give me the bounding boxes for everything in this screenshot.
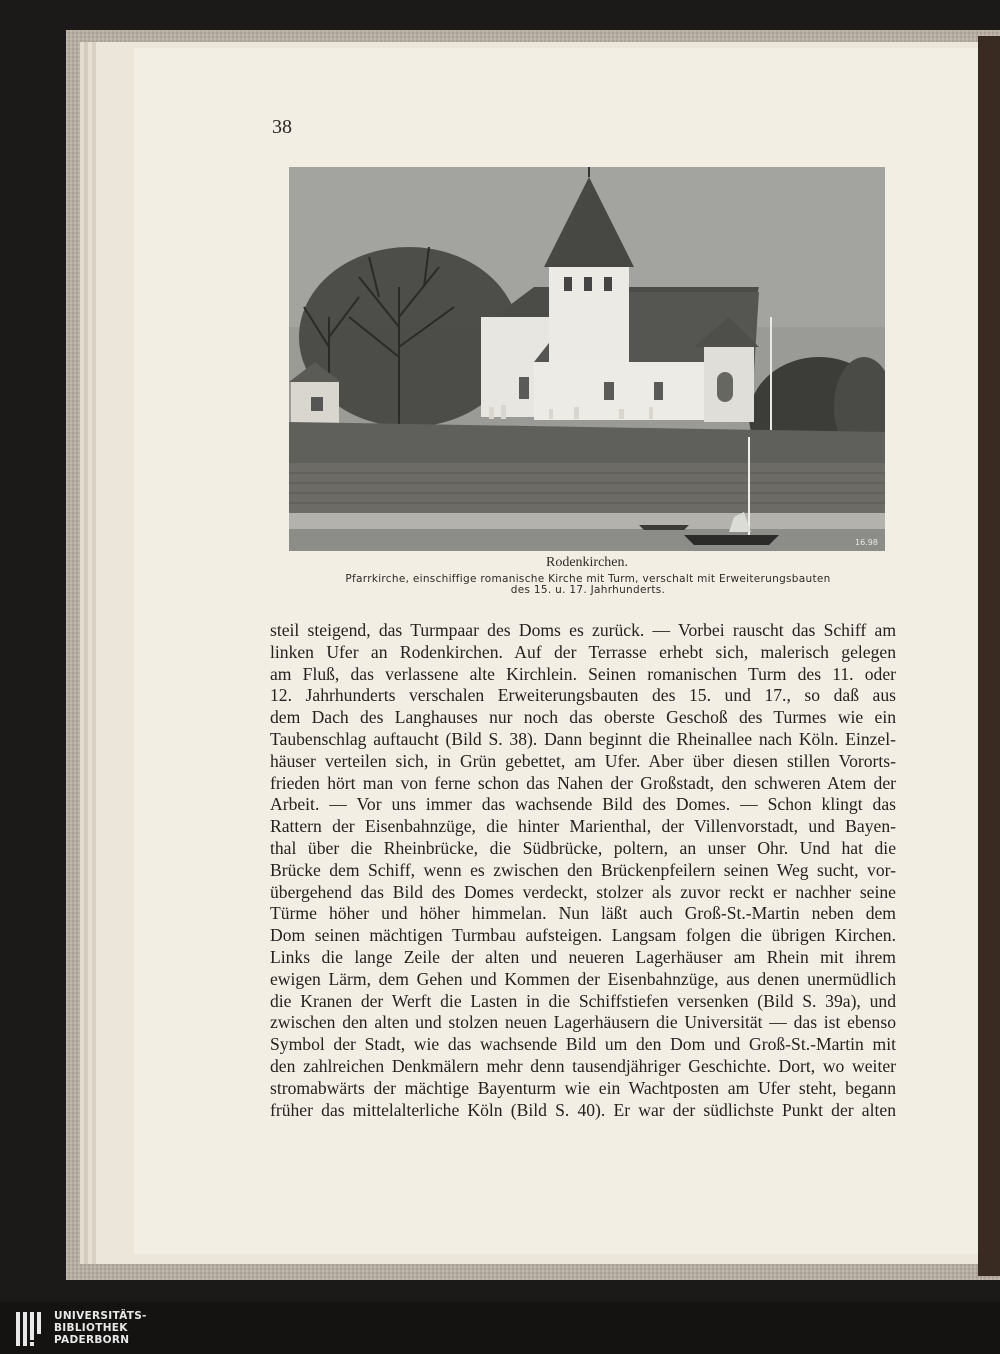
text-line: 12. Jahrhunderts verschalen Erweiterungsbauten des 15. und 17., so daß aus [270, 685, 896, 706]
text-line: stromabwärts der mächtige Bayenturm wie ein Wachtposten am Ufer steht, begann [270, 1077, 896, 1098]
body-text [270, 620, 896, 1121]
library-name [54, 1310, 147, 1346]
text-line: Türme höher und höher himmelan. Nun läßt auch Groß-St.-Martin neben dem [270, 903, 896, 924]
text-line: frieden hört man von ferne schon das Nahen der Großstadt, den schweren Atem der [270, 772, 896, 793]
photo-signature: 16.98 [855, 538, 878, 547]
figure-title: Rodenkirchen. [545, 555, 629, 570]
text-line: früher das mittelalterliche Köln (Bild S. 40). Er war der südlichste Punkt der alten [270, 1099, 896, 1120]
facing-page-edge [978, 36, 1000, 1276]
text-line: Dom seinen mächtigen Turmbau aufsteigen. Langsam folgen die übrigen Kirchen. [270, 925, 896, 946]
church-photograph [289, 167, 885, 551]
text-line: Arbeit. — Vor uns immer das wachsende Bild des Domes. — Schon klingt das [270, 794, 896, 815]
text-line: ewigen Lärm, dem Gehen und Kommen der Eisenbahnzüge, aus denen unermüdlich [270, 968, 896, 989]
figure-caption-line: des 15. u. 17. Jahrhunderts. [510, 584, 666, 596]
text-line: häuser verteilen sich, in Grün gebettet, am Ufer. Aber über diesen stillen Vororts- [270, 750, 896, 771]
text-line: dem Dach des Langhauses nur noch das oberste Geschoß des Turmes wie ein [270, 707, 896, 728]
text-line: thal über die Rheinbrücke, die Südbrücke, poltern, an unser Ohr. Und hat die [270, 837, 896, 858]
library-name-line: BIBLIOTHEK [54, 1322, 128, 1334]
text-line: die Kranen der Werft die Lasten in die Schiffstiefen versenken (Bild S. 39a), und [270, 990, 896, 1011]
library-name-line: UNIVERSITÄTS- [54, 1310, 147, 1322]
text-line: linken Ufer an Rodenkirchen. Auf der Terrasse erhebt sich, malerisch gelegen [270, 641, 896, 662]
text-line: Taubenschlag auftaucht (Bild S. 38). Dann beginnt die Rheinallee nach Köln. Einzel- [270, 728, 896, 749]
text-line: Brücke dem Schiff, wenn es zwischen den Brückenpfeilern seinen Weg sucht, vor- [270, 859, 896, 880]
text-line: am Fluß, das verlassene alte Kirchlein. Seinen romanischen Turm des 11. oder [270, 663, 896, 684]
library-logo-icon [14, 1310, 48, 1348]
text-line: den zahlreichen Denkmälern mehr denn tausendjähriger Geschichte. Dort, wo weiter [270, 1055, 896, 1076]
text-line: Rattern der Eisenbahnzüge, die hinter Marienthal, der Villenvorstadt, und Bayen- [270, 816, 896, 837]
text-line: steil steigend, das Turmpaar des Doms es zurück. — Vorbei rauscht das Schiff am [270, 620, 896, 640]
text-line: zwischen den alten und stolzen neuen Lagerhäusern die Universität — das ist ebenso [270, 1012, 896, 1033]
library-footer [0, 1302, 1000, 1354]
figure-caption [318, 574, 858, 596]
library-name-line: PADERBORN [54, 1334, 130, 1346]
text-line: übergehend das Bild des Domes verdeckt, stolzer als zuvor reckt er nachher seine [270, 881, 896, 902]
photo-illustration [289, 167, 885, 551]
text-line: Links die lange Zeile der alten und neueren Lagerhäuser am Rhein mit ihrem [270, 946, 896, 967]
page-number: 38 [272, 116, 292, 138]
text-line: Symbol der Stadt, wie das wachsende Bild um den Dom und Groß-St.-Martin mit [270, 1034, 896, 1055]
figure-caption-line: Pfarrkirche, einschiffige romanische Kirche mit Turm, verschalt mit Erweiterungsbauten [345, 573, 831, 585]
